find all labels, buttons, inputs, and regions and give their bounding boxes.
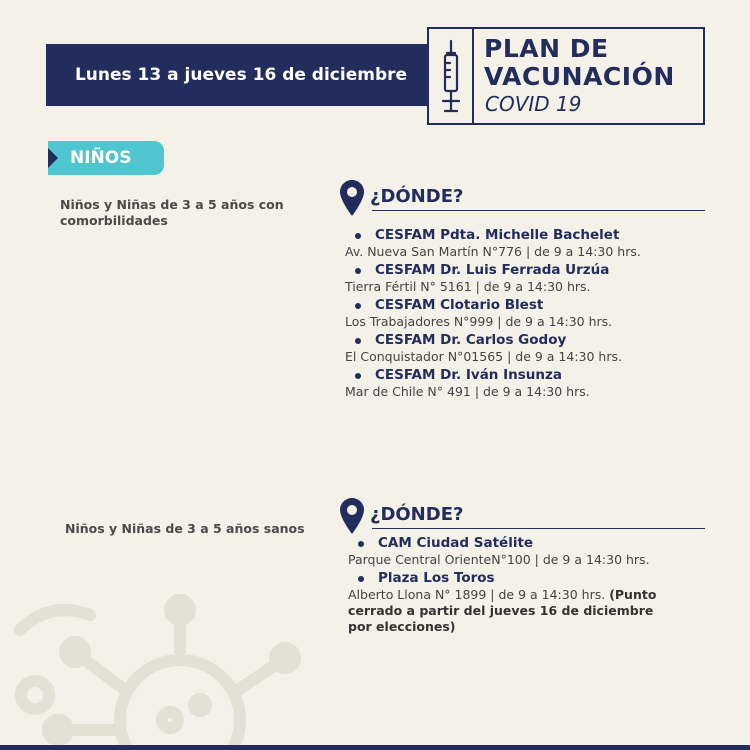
location-address: Av. Nueva San Martín N°776 | de 9 a 14:30 hrs. [345, 244, 641, 259]
list-item [345, 367, 641, 400]
location-pin-icon [340, 498, 364, 538]
bullet-icon [358, 541, 364, 547]
group-label-sanos [65, 521, 305, 537]
donde-header [340, 180, 710, 220]
location-address: Alberto Llona N° 1899 | de 9 a 14:30 hrs. [348, 587, 606, 602]
category-tag [48, 141, 164, 175]
location-note: por elecciones) [348, 619, 456, 634]
group-label-line: Niños y Niñas de 3 a 5 años con [60, 197, 284, 212]
donde-underline [372, 528, 705, 529]
location-address: Tierra Fértil N° 5161 | de 9 a 14:30 hrs. [345, 279, 591, 294]
bullet-icon [358, 576, 364, 582]
date-range-text: Lunes 13 a jueves 16 de diciembre [74, 65, 408, 85]
location-note: cerrado a partir del jueves 16 de diciembre [348, 603, 654, 618]
location-list [345, 227, 641, 402]
location-name: CESFAM Pdta. Michelle Bachelet [375, 227, 620, 243]
plan-box-divider [472, 29, 474, 123]
plan-vacunacion-box [427, 27, 705, 125]
location-address: Los Trabajadores N°999 | de 9 a 14:30 hrs. [345, 314, 613, 329]
plan-title-line2: VACUNACIÓN [484, 62, 675, 91]
location-name: CESFAM Dr. Carlos Godoy [375, 332, 567, 348]
location-pin-icon [340, 180, 364, 220]
location-name: Plaza Los Toros [378, 570, 495, 586]
donde-title: ¿DÓNDE? [370, 504, 464, 525]
list-item [345, 297, 641, 330]
bullet-icon [355, 373, 361, 379]
group-label-comorbilidades [60, 197, 284, 229]
bottom-bar [0, 745, 750, 750]
location-note: (Punto [609, 587, 657, 602]
location-address: Mar de Chile N° 491 | de 9 a 14:30 hrs. [345, 384, 590, 399]
plan-subtitle: COVID 19 [485, 92, 582, 116]
list-item [348, 535, 668, 568]
location-address: El Conquistador N°01565 | de 9 a 14:30 hrs. [345, 349, 622, 364]
location-name: CESFAM Dr. Iván Insunza [375, 367, 562, 383]
date-range-banner [46, 44, 436, 106]
location-list [348, 535, 668, 637]
bullet-icon [355, 268, 361, 274]
location-address-block [348, 587, 668, 635]
donde-header [340, 498, 710, 538]
group-label-line: comorbilidades [60, 213, 168, 228]
list-item [348, 570, 668, 635]
bullet-icon [355, 233, 361, 239]
donde-underline [372, 210, 705, 211]
location-name: CESFAM Clotario Blest [375, 297, 544, 313]
list-item [345, 332, 641, 365]
group-label-line: Niños y Niñas de 3 a 5 años sanos [65, 521, 305, 536]
syringe-icon [437, 39, 465, 121]
tag-arrow-icon [48, 148, 58, 168]
donde-title: ¿DÓNDE? [370, 186, 464, 207]
list-item [345, 227, 641, 260]
plan-title [484, 35, 675, 91]
location-name: CESFAM Dr. Luis Ferrada Urzúa [375, 262, 610, 278]
plan-title-line1: PLAN DE [484, 34, 609, 63]
bullet-icon [355, 303, 361, 309]
category-tag-label: NIÑOS [70, 148, 132, 168]
location-address: Parque Central OrienteN°100 | de 9 a 14:30 hrs. [348, 552, 650, 567]
bullet-icon [355, 338, 361, 344]
virus-decoration [0, 570, 320, 749]
list-item [345, 262, 641, 295]
location-name: CAM Ciudad Satélite [378, 535, 534, 551]
